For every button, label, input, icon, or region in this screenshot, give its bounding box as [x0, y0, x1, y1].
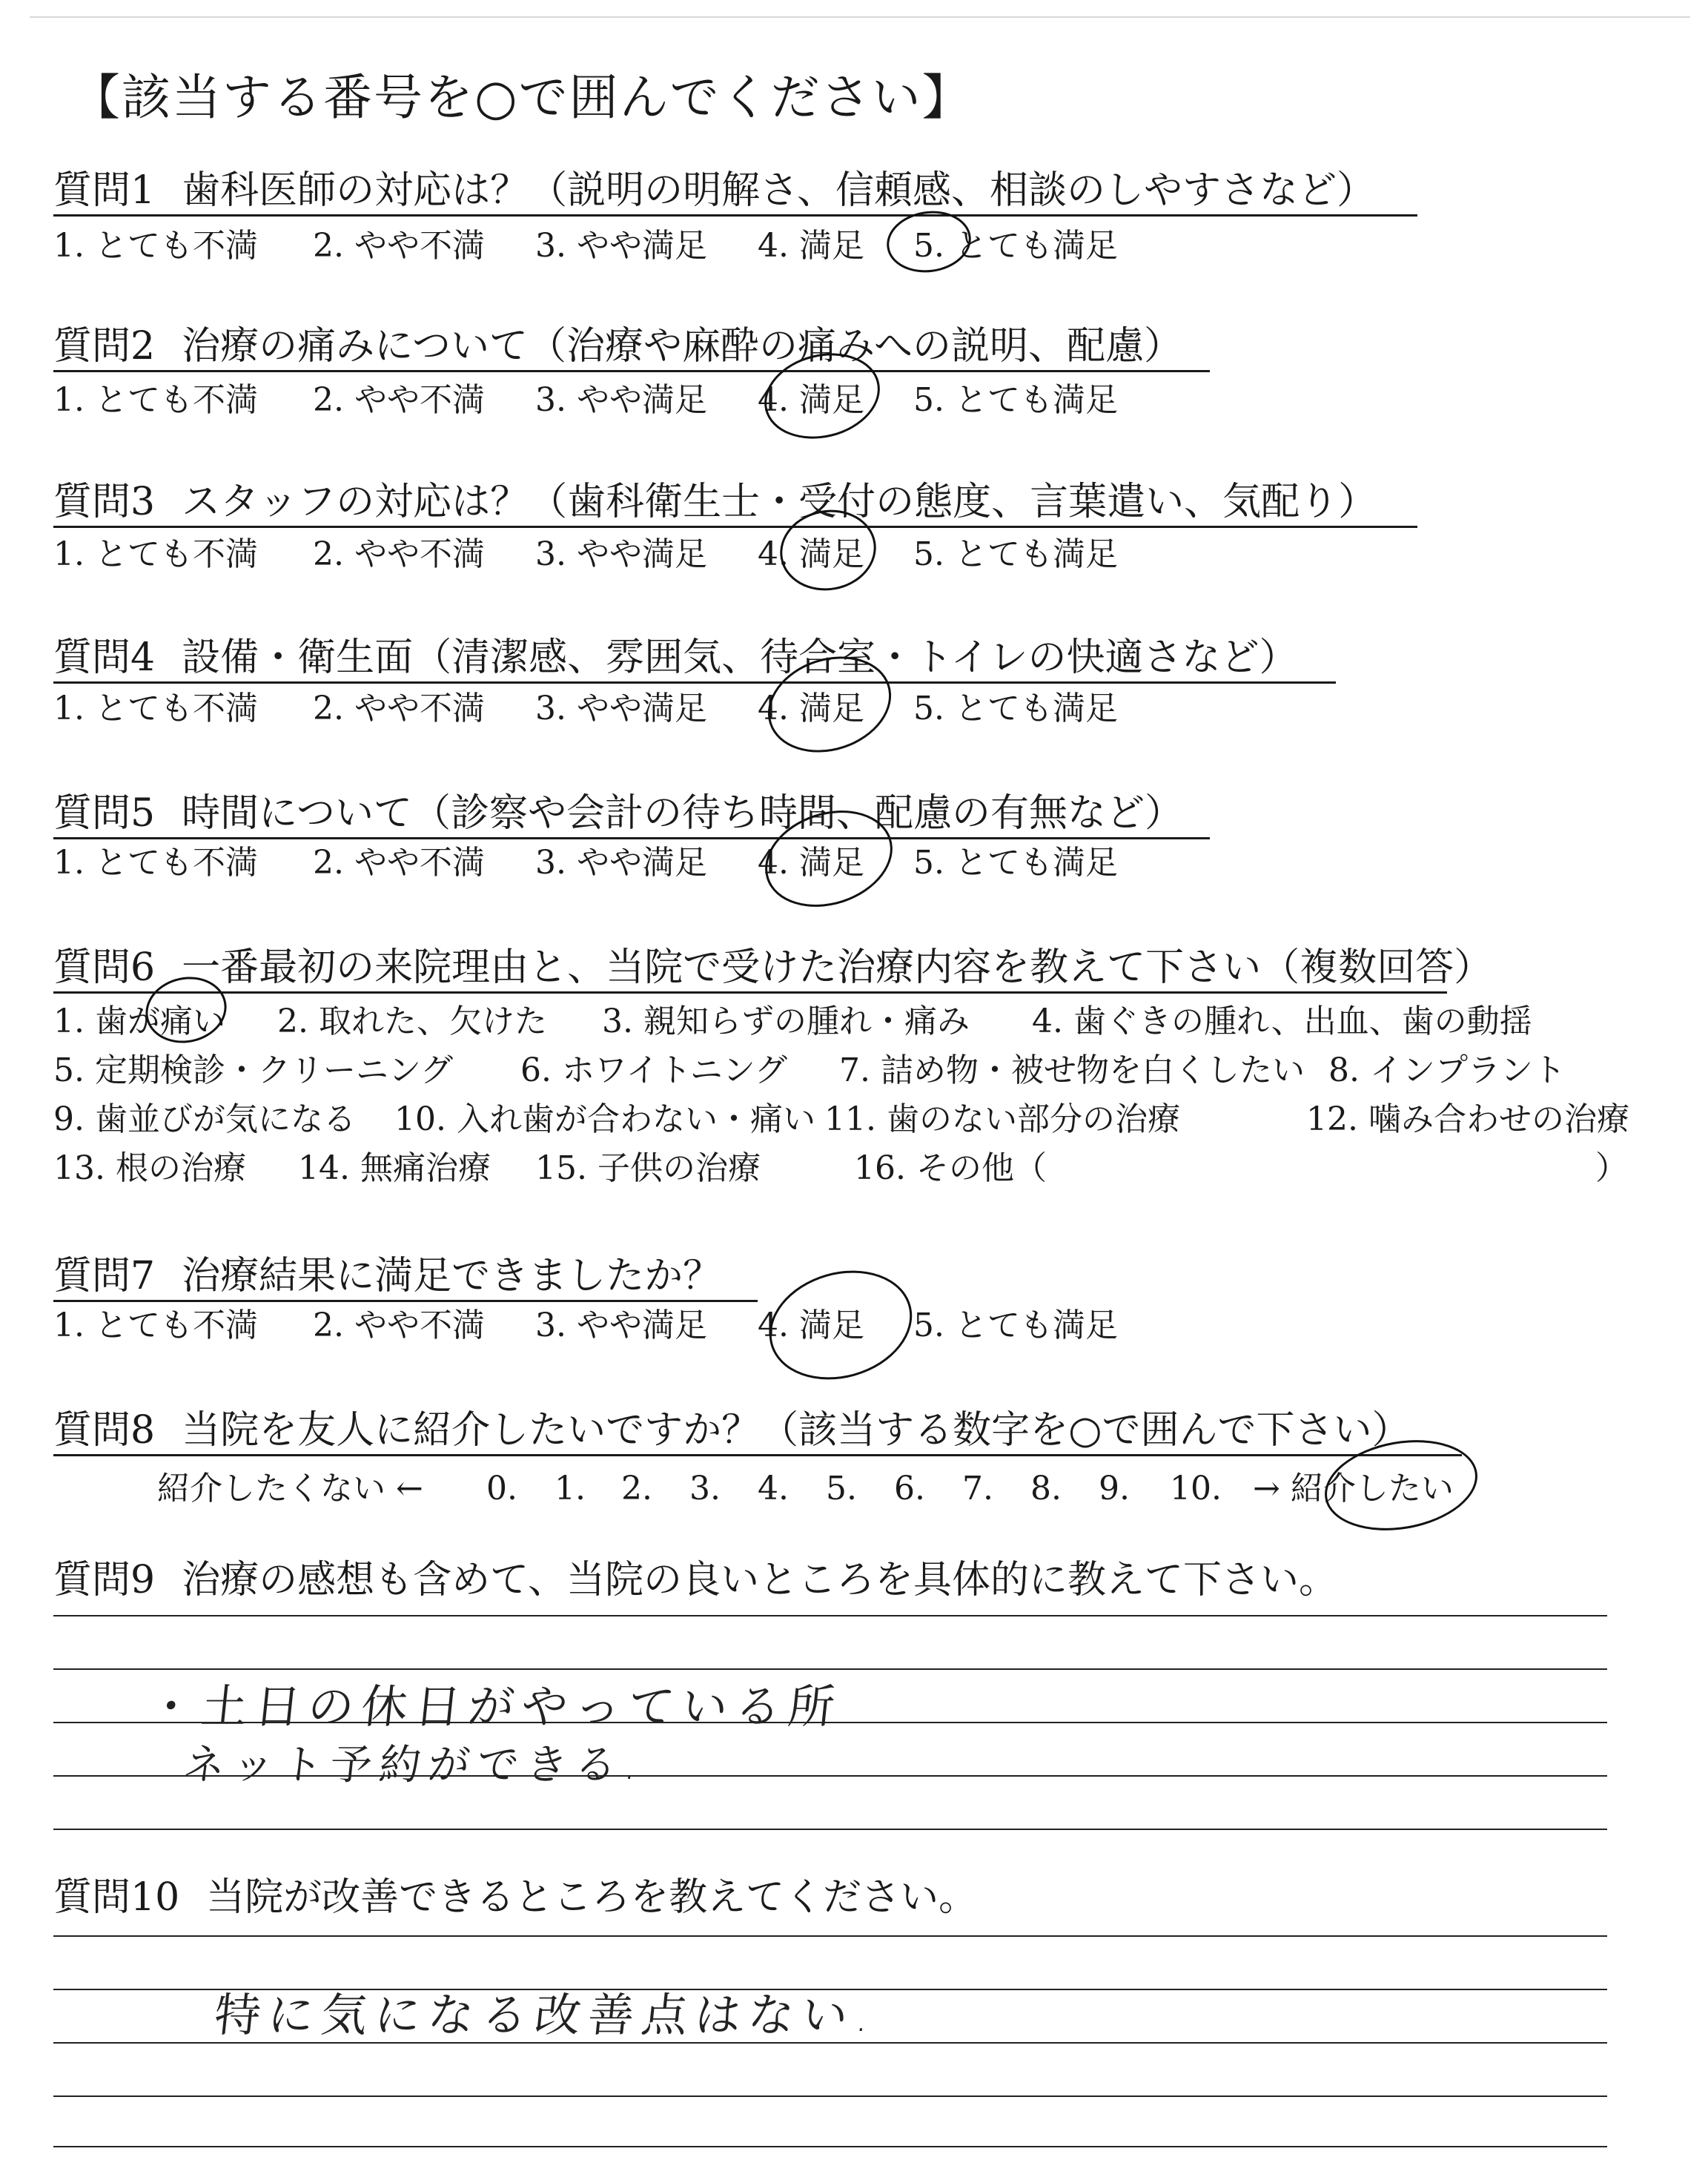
question-4-text: 設備・衛生面（清潔感、雰囲気、待合室・トイレの快適さなど） [182, 635, 1298, 680]
q3-option-4[interactable]: 4. 満足 [758, 535, 864, 573]
q6-option-1[interactable]: 1. 歯が痛い [53, 1003, 225, 1040]
q7-option-5[interactable]: 5. とても満足 [913, 1307, 1118, 1344]
question-2-title [53, 320, 1182, 372]
question-8-text: 当院を友人に紹介したいですか？（該当する数字を○で囲んで下さい） [182, 1408, 1411, 1453]
question-6-underline [53, 991, 1447, 994]
q6-option-11[interactable]: 11. 歯のない部分の治療 [824, 1100, 1180, 1138]
q6-options-row-4 [53, 1146, 1684, 1191]
question-9-text: 治療の感想も含めて、当院の良いところを具体的に教えて下さい。 [182, 1558, 1338, 1602]
question-5-text: 時間について（診察や会計の待ち時間、配慮の有無など） [182, 791, 1184, 836]
q8-right-label[interactable]: → 紹介したい [1253, 1470, 1454, 1507]
q6-options-row-2 [53, 1048, 1684, 1093]
q4-option-3[interactable]: 3. やや満足 [535, 690, 707, 727]
question-2-text: 治療の痛みについて（治療や麻酔の痛みへの説明、配慮） [182, 324, 1183, 369]
question-5-title [53, 787, 1183, 839]
top-edge-line [30, 16, 1690, 18]
q8-scale-5[interactable]: 5. [826, 1470, 857, 1507]
q6-options-row-3 [53, 1097, 1684, 1142]
q6-option-14[interactable]: 14. 無痛治療 [298, 1149, 491, 1187]
q6-option-3[interactable]: 3. 親知らずの腫れ・痛み [602, 1003, 970, 1040]
q8-scale-4[interactable]: 4. [758, 1470, 789, 1507]
q8-scale-9[interactable]: 9. [1099, 1470, 1130, 1507]
question-1-title [53, 165, 1375, 217]
q9-handwritten-answer-2[interactable]: ネット予約ができる. [181, 1741, 647, 1789]
q6-option-13[interactable]: 13. 根の治療 [53, 1149, 246, 1187]
question-5-underline [53, 837, 1210, 839]
question-4-underline [53, 681, 1336, 684]
question-3-underline [53, 526, 1417, 528]
q6-option-9[interactable]: 9. 歯並びが気になる [53, 1100, 356, 1138]
question-6-text: 一番最初の来院理由と、当院で受けた治療内容を教えて下さい（複数回答） [182, 945, 1493, 990]
question-2-underline [53, 370, 1210, 372]
q8-scale-7[interactable]: 7. [962, 1470, 993, 1507]
q6-options-row-1 [53, 1000, 1684, 1044]
q10-answer-line-5 [53, 2146, 1607, 2147]
q9-handwritten-answer-1[interactable]: ・土日の休日がやっている所 [145, 1680, 845, 1734]
q7-option-2[interactable]: 2. やや不満 [313, 1307, 485, 1344]
question-6-title [53, 942, 1492, 994]
q8-scale-0[interactable]: 0. [486, 1470, 517, 1507]
q8-scale-10[interactable]: 10. [1170, 1470, 1222, 1507]
question-4-number: 質問4 [53, 635, 156, 680]
q1-option-2[interactable]: 2. やや不満 [313, 227, 485, 265]
question-9-title [53, 1554, 1337, 1606]
q9-answer-line-1 [53, 1615, 1607, 1616]
question-9-number: 質問9 [53, 1558, 156, 1602]
q7-option-1[interactable]: 1. とても不満 [53, 1307, 258, 1344]
q6-option-7[interactable]: 7. 詰め物・被せ物を白くしたい [839, 1051, 1305, 1089]
question-7-number: 質問7 [53, 1254, 156, 1298]
q4-option-1[interactable]: 1. とても不満 [53, 690, 258, 727]
q3-option-5[interactable]: 5. とても満足 [913, 535, 1118, 573]
q2-option-2[interactable]: 2. やや不満 [313, 381, 485, 419]
question-8-title [53, 1404, 1410, 1456]
q8-scale-1[interactable]: 1. [555, 1470, 586, 1507]
question-1-text: 歯科医師の対応は？（説明の明解さ、信頼感、相談のしやすさなど） [182, 168, 1376, 213]
question-7-title [53, 1250, 721, 1302]
question-10-text: 当院が改善できるところを教えてください。 [206, 1875, 978, 1920]
q8-left-label: 紹介したくない ← [157, 1470, 423, 1507]
q4-option-5[interactable]: 5. とても満足 [913, 690, 1118, 727]
question-3-text: スタッフの対応は？（歯科衛生士・受付の態度、言葉遣い、気配り） [182, 480, 1377, 524]
q10-answer-line-4 [53, 2095, 1607, 2097]
q8-scale-3[interactable]: 3. [689, 1470, 721, 1507]
question-7-text: 治療結果に満足できましたか？ [182, 1254, 722, 1298]
q1-option-1[interactable]: 1. とても不満 [53, 227, 258, 265]
question-2-number: 質問2 [53, 324, 156, 369]
q10-handwritten-answer[interactable]: 特に気になる改善点はない. [211, 1988, 881, 2042]
q5-option-1[interactable]: 1. とても不満 [53, 844, 258, 882]
question-6-number: 質問6 [53, 945, 156, 990]
q5-option-4[interactable]: 4. 満足 [758, 844, 864, 882]
question-3-title [53, 476, 1377, 528]
q2-option-4[interactable]: 4. 満足 [758, 381, 864, 419]
q5-option-3[interactable]: 3. やや満足 [535, 844, 707, 882]
q6-option-16-close: ） [1595, 1149, 1628, 1187]
q8-scale-6[interactable]: 6. [894, 1470, 925, 1507]
q8-scale-2[interactable]: 2. [621, 1470, 652, 1507]
question-10-title [53, 1872, 977, 1923]
q7-option-3[interactable]: 3. やや満足 [535, 1307, 707, 1344]
question-1-underline [53, 214, 1417, 217]
q6-option-12[interactable]: 12. 噛み合わせの治療 [1306, 1100, 1629, 1138]
q6-option-16[interactable]: 16. その他（ [854, 1149, 1047, 1187]
q1-option-3[interactable]: 3. やや満足 [535, 227, 707, 265]
q4-option-2[interactable]: 2. やや不満 [313, 690, 485, 727]
q7-option-4[interactable]: 4. 満足 [758, 1307, 864, 1344]
q4-option-4[interactable]: 4. 満足 [758, 690, 864, 727]
q6-option-2[interactable]: 2. 取れた、欠けた [277, 1003, 547, 1040]
q9-answer-line-5 [53, 1829, 1607, 1830]
q7-selection-circle [756, 1255, 925, 1396]
question-8-number: 質問8 [53, 1408, 156, 1453]
q1-option-4[interactable]: 4. 満足 [758, 227, 864, 265]
question-7-underline [53, 1300, 758, 1302]
q6-option-8[interactable]: 8. インプラント [1328, 1051, 1566, 1089]
q2-option-5[interactable]: 5. とても満足 [913, 381, 1118, 419]
q6-option-15[interactable]: 15. 子供の治療 [535, 1149, 761, 1187]
q5-option-5[interactable]: 5. とても満足 [913, 844, 1118, 882]
question-10-number: 質問10 [53, 1875, 180, 1920]
page-heading: 【該当する番号を○で囲んでください】 [71, 69, 973, 126]
q6-option-10[interactable]: 10. 入れ歯が合わない・痛い [394, 1100, 815, 1138]
q8-scale-8[interactable]: 8. [1030, 1470, 1062, 1507]
q1-option-5[interactable]: 5. とても満足 [913, 227, 1118, 265]
question-8-underline [53, 1454, 1462, 1456]
q2-option-3[interactable]: 3. やや満足 [535, 381, 707, 419]
q3-option-2[interactable]: 2. やや不満 [313, 535, 485, 573]
question-1-number: 質問1 [53, 168, 156, 213]
question-4-title [53, 632, 1298, 684]
q2-option-1[interactable]: 1. とても不満 [53, 381, 258, 419]
q6-option-5[interactable]: 5. 定期検診・クリーニング [53, 1051, 454, 1089]
q5-option-2[interactable]: 2. やや不満 [313, 844, 485, 882]
q3-option-1[interactable]: 1. とても不満 [53, 535, 258, 573]
q6-option-4[interactable]: 4. 歯ぐきの腫れ、出血、歯の動揺 [1032, 1003, 1532, 1040]
question-5-number: 質問5 [53, 791, 156, 836]
q10-answer-line-1 [53, 1935, 1607, 1937]
q3-option-3[interactable]: 3. やや満足 [535, 535, 707, 573]
question-3-number: 質問3 [53, 480, 156, 524]
q6-option-6[interactable]: 6. ホワイトニング [520, 1051, 788, 1089]
